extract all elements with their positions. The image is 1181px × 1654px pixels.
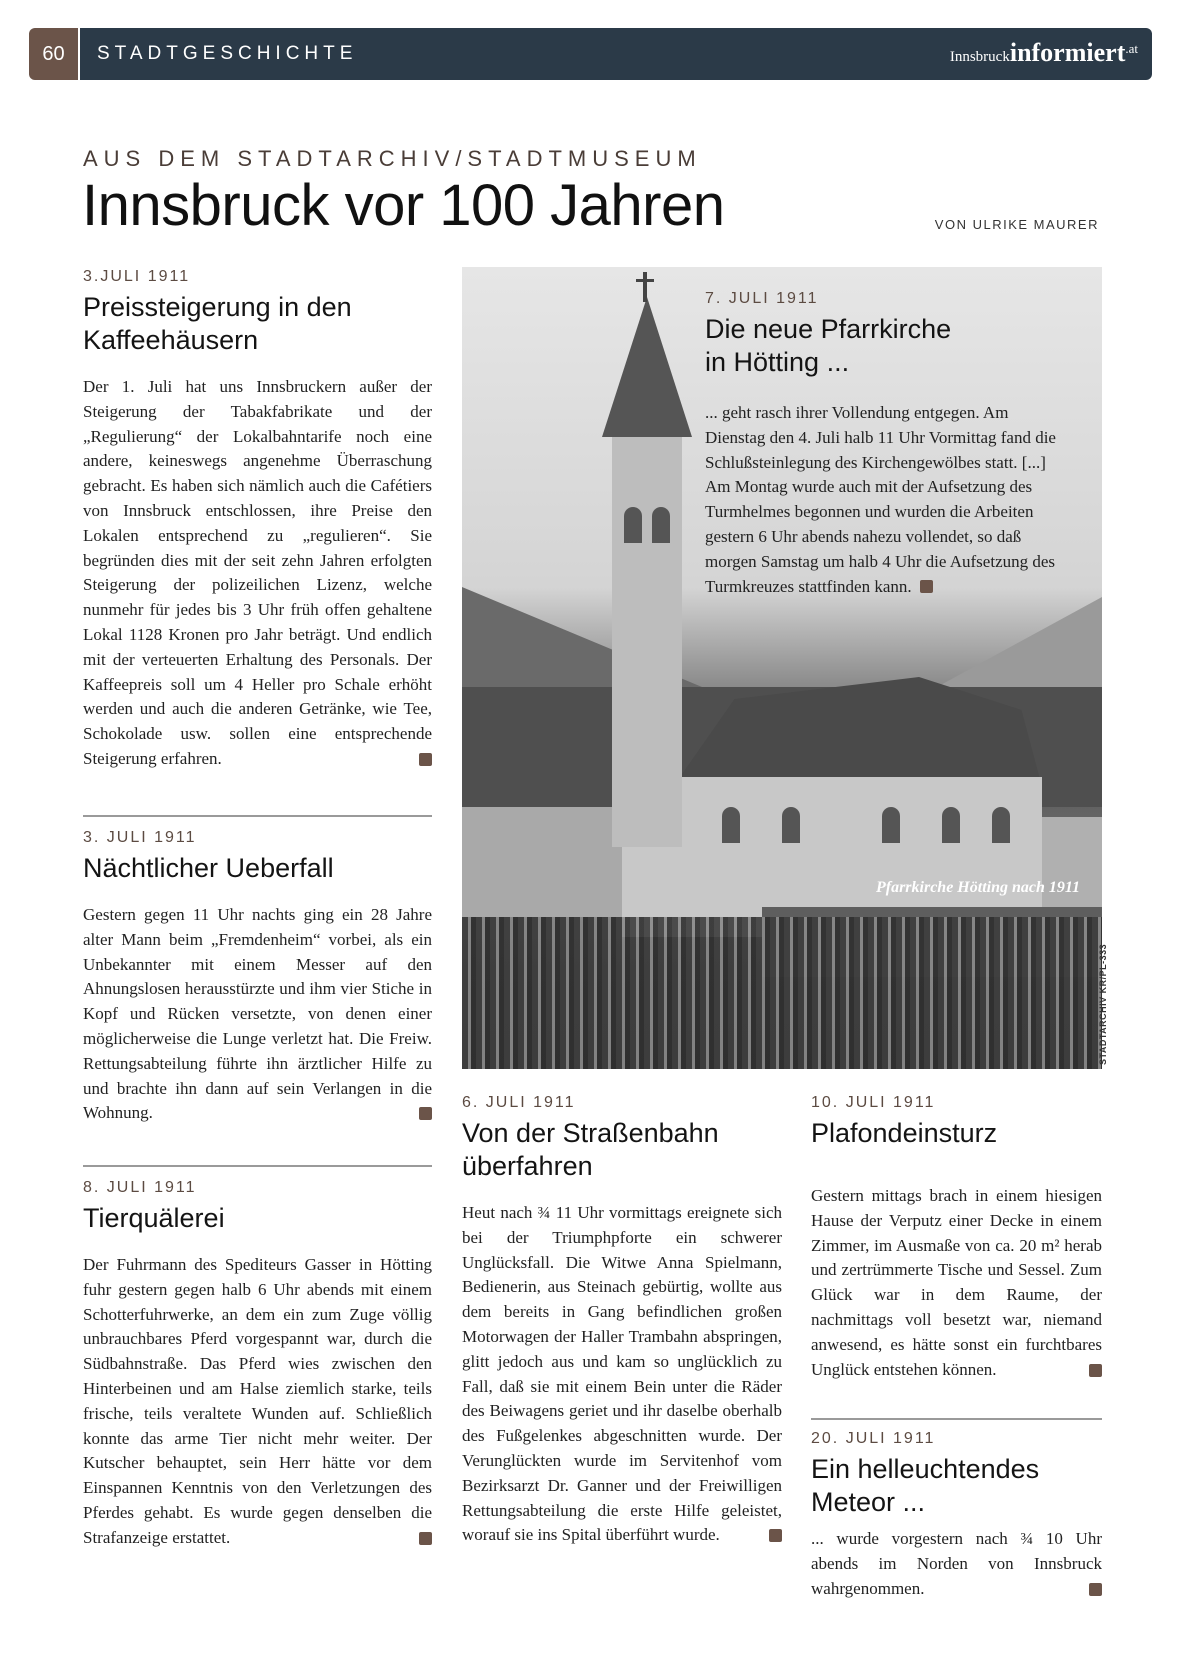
article-text: ... geht rasch ihrer Vollendung entgegen. Am Dienstag den 4. Juli halb 11 Uhr Vormittag fand die Schlußsteinlegung des Kirchengewölbes statt. [...] Am Montag wurde auch mit der Aufsetzung des Turmhelmes begonnen und wurden die Arbeiten gestern 6 Uhr abends nahezu vollendet, so daß morgen Samstag um halb 4 Uhr die Aufsetzung des Turmkreuzes stattfinden kann. — [705, 403, 1056, 596]
photo-caption: Pfarrkirche Hötting nach 1911 — [875, 879, 1080, 896]
brand-logo — [950, 38, 1138, 68]
article-headline: Nächtlicher Ueberfall — [83, 853, 334, 883]
page-number: 60 — [29, 28, 78, 80]
article-date: 10. JULI 1911 — [811, 1094, 936, 1111]
cemetery-graves — [462, 917, 1102, 1069]
article-ueberfall — [83, 828, 432, 1126]
article-text: Der Fuhrmann des Spediteurs Gasser in Hötting fuhr gestern gegen halb 6 Uhr abends mit einem Schotterfuhrwerke, an dem ein zum Zuge völlig unbrauchbares Pferd vorgespannt war, durch die Südbahnstraße. Das Pferd wies zwischen den Hinterbeinen und am Halse ziemlich starke, teils frische, teils veraltete Wunden auf. Schließlich konnte das arme Tier nicht mehr weiter. Der Kutscher behauptet, sein Herr hätte vor dem Einspannen Kenntnis von den Verletzungen des Pferdes gehabt. Es wurde gegen denselben die Strafanzeige erstattet. — [83, 1255, 432, 1547]
church-photo — [462, 267, 1102, 1069]
article-body — [83, 375, 432, 772]
tower-window — [624, 507, 642, 543]
church-window — [882, 807, 900, 843]
article-tierquaelerei — [83, 1178, 432, 1551]
end-mark-icon — [769, 1529, 782, 1542]
article-body — [811, 1184, 1102, 1382]
article-strassenbahn — [462, 1093, 782, 1548]
end-mark-icon — [419, 753, 432, 766]
article-body — [83, 1253, 432, 1551]
article-date: 20. JULI 1911 — [811, 1430, 936, 1447]
church-window — [942, 807, 960, 843]
article-headline: Tierquälerei — [83, 1203, 225, 1233]
church-window — [722, 807, 740, 843]
article-headline: Die neue Pfarrkirche in Hötting ... — [705, 314, 952, 377]
article-body — [83, 903, 432, 1126]
article-pfarrkirche — [705, 289, 1065, 599]
church-window — [992, 807, 1010, 843]
brand-name: informiert — [1009, 38, 1126, 67]
town-buildings — [462, 807, 622, 917]
end-mark-icon — [419, 1107, 432, 1120]
end-mark-icon — [1089, 1364, 1102, 1377]
photo-credit: STADTARCHIV KR/PL-333 — [1098, 943, 1108, 1065]
article-headline: Von der Straßenbahn überfahren — [462, 1118, 719, 1181]
article-headline: Plafondeinsturz — [811, 1118, 998, 1148]
church-spire — [602, 297, 692, 437]
divider — [811, 1418, 1102, 1420]
cross-icon — [643, 272, 647, 302]
article-body — [811, 1527, 1102, 1601]
article-text: Gestern mittags brach in einem hiesigen Hause der Verputz einer Decke in einem Zimmer, im Ausmaße von ca. 20 m² herab und zertrümmerte Tische und Sessel. Zum Glück war in dem Raume, der nachmittags voll besetzt war, niemand anwesend, es hätte sonst ein furchtbares Unglück entstehen können. — [811, 1186, 1102, 1379]
page-title: Innsbruck vor 100 Jahren — [82, 173, 725, 238]
divider — [83, 1165, 432, 1167]
article-text: Der 1. Juli hat uns Innsbruckern außer der Steigerung der Tabakfabrikate und der „Regulierung“ der Lokalbahntarife noch eine andere, keineswegs angenehme Überraschung gebracht. Es haben sich nämlich auch die Cafétiers von Innsbruck entschlossen, ihre Preise den Lokalen entsprechend zu „regulieren“. Sie begründen dies mit der seit zehn Jahren erfolgten Steigerung der polizeilichen Lizenz, welche nunmehr für jedes bis 3 Uhr früh offen gehaltene Lokal 1128 Kronen pro Jahr beträgt. Und endlich mit der verteuerten Erhaltung des Personals. Der Kaffeepreis soll um 4 Heller pro Schale erhöht werden und auch die anderen Getränke, wie Tee, Schokolade usw. sollen eine entsprechende Steigerung erfahren. — [83, 377, 432, 768]
article-text: Heut nach ¾ 11 Uhr vormittags ereignete sich bei der Triumphpforte ein schwerer Unglücksfall. Die Witwe Anna Spielmann, Bedienerin, aus Steinach gebürtig, wollte aus dem bereits in Gang befindlichen großen Motorwagen der Haller Trambahn abspringen, glitt jedoch aus und kam so unglücklich zu Fall, daß sie mit einem Bein unter die Räder des Beiwagens geriet und ihr daselbe oberhalb des Fußgelenkes abgeschnitten wurde. Der Verunglückten wurde im Servitenhof vom Bezirksarzt Dr. Ganner und der Freiwilligen Rettungsabteilung die erste Hilfe geleistet, worauf sie ins Spital überführt wurde. — [462, 1203, 782, 1545]
section-bar — [80, 28, 1152, 80]
article-date: 7. JULI 1911 — [705, 290, 819, 307]
article-meteor — [811, 1429, 1102, 1601]
article-kaffeehaeuser — [83, 267, 432, 772]
page-kicker: AUS DEM STADTARCHIV/STADTMUSEUM — [83, 146, 702, 171]
article-date: 3.JULI 1911 — [83, 268, 191, 285]
article-body — [705, 401, 1065, 599]
end-mark-icon — [1089, 1583, 1102, 1596]
article-body — [462, 1201, 782, 1548]
brand-prefix: Innsbruck — [949, 49, 1010, 65]
brand-suffix: .at — [1125, 41, 1138, 56]
article-date: 6. JULI 1911 — [462, 1094, 576, 1111]
end-mark-icon — [419, 1532, 432, 1545]
header-bar — [29, 28, 1152, 80]
article-date: 3. JULI 1911 — [83, 829, 197, 846]
church-tower — [612, 427, 682, 847]
article-text: Gestern gegen 11 Uhr nachts ging ein 28 Jahre alter Mann beim „Fremdenheim“ vorbei, als ein Unbekannter mit einem Messer auf den Ahnungslosen herausstürzte und ihm vier Stiche in Kopf und Rücken versetzte, von denen einer möglicherweise die Lunge verletzt hat. Die Freiw. Rettungsabteilung führte ihn ärztlicher Hilfe zu und brachte ihn dann auf sein Verlangen in die Wohnung. — [83, 905, 432, 1123]
section-title: STADTGESCHICHTE — [97, 43, 358, 64]
author-byline: VON ULRIKE MAURER — [934, 217, 1099, 232]
article-text: ... wurde vorgestern nach ¾ 10 Uhr abends im Norden von Innsbruck wahrgenommen. — [811, 1529, 1102, 1598]
article-date: 8. JULI 1911 — [83, 1179, 197, 1196]
article-headline: Ein helleuchtendes Meteor ... — [811, 1454, 1040, 1517]
divider — [83, 815, 432, 817]
tower-window — [652, 507, 670, 543]
end-mark-icon — [920, 580, 933, 593]
church-window — [782, 807, 800, 843]
article-headline: Preissteigerung in den Kaffeehäusern — [83, 292, 352, 355]
article-plafondeinsturz — [811, 1093, 1102, 1382]
